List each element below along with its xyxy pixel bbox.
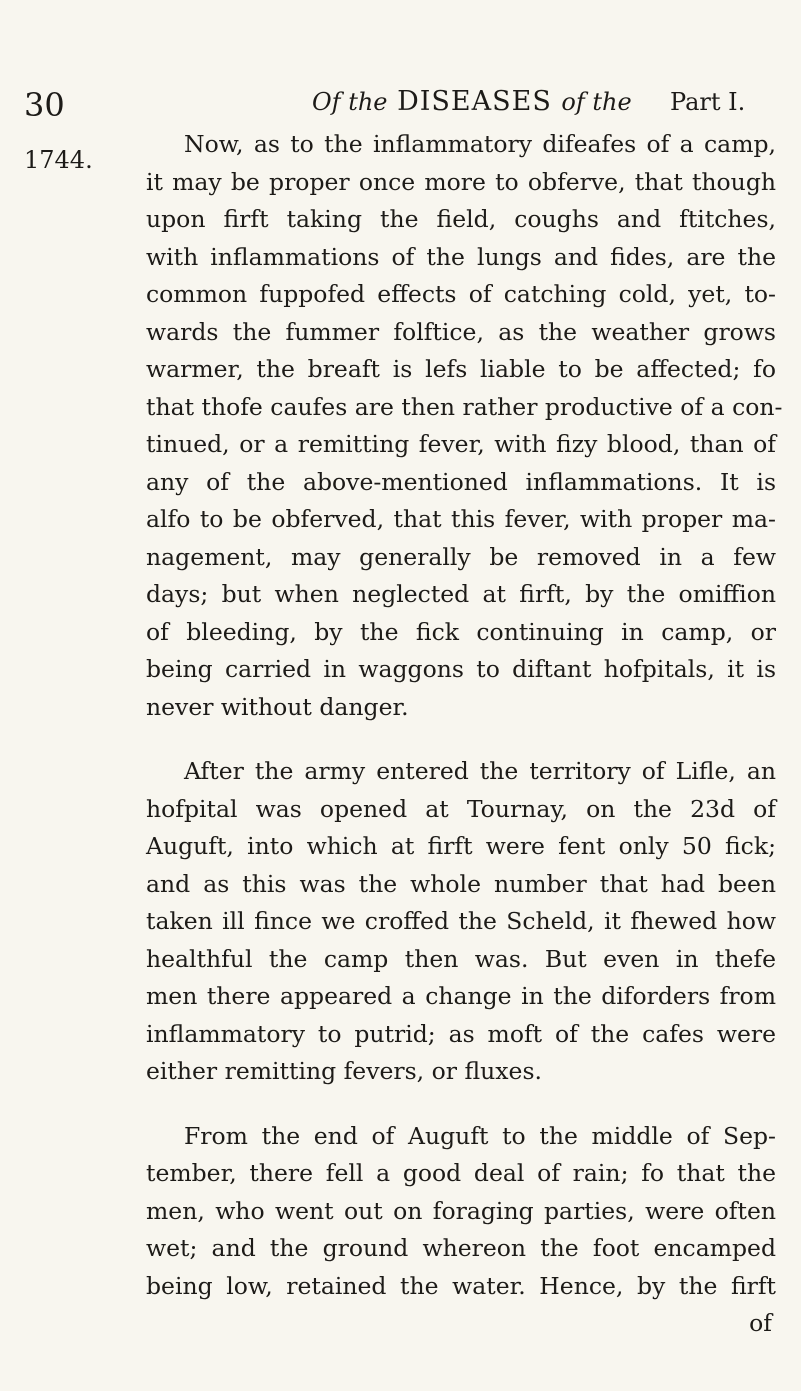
text-line: upon firft taking the field, coughs and ftitches, xyxy=(146,205,776,233)
part-label: Part I. xyxy=(670,88,746,116)
text-line: wards the fummer folftice, as the weather grows xyxy=(146,317,776,346)
text-line: tinued, or a remitting fever, with fizy blood, than of xyxy=(146,430,776,458)
text-line: tember, there fell a good deal of rain; fo that the xyxy=(146,1159,776,1187)
text-line: days; but when neglected at firft, by the omiffion xyxy=(146,580,776,608)
paragraph-2 xyxy=(146,753,776,1091)
text-line: nagement, may generally be removed in a few xyxy=(146,542,776,571)
text-line: After the army entered the territory of Lifle, an xyxy=(184,757,776,785)
text-line: inflammatory to putrid; as moft of the cafes were xyxy=(146,1019,776,1048)
title-suffix: of the xyxy=(561,88,632,116)
text-line: either remitting fevers, or fluxes. xyxy=(146,1057,542,1085)
paragraph-gap xyxy=(146,726,776,753)
running-title xyxy=(312,86,632,117)
text-line: common fuppofed effects of catching cold, yet, to- xyxy=(146,280,776,308)
body-text xyxy=(146,126,783,1343)
text-line: and as this was the whole number that had been xyxy=(146,869,776,898)
text-line: never without danger. xyxy=(146,692,409,721)
text-line: From the end of Auguft to the middle of Sep- xyxy=(184,1121,776,1150)
text-line: wet; and the ground whereon the foot encamped xyxy=(146,1234,776,1262)
text-line: alfo to be obferved, that this fever, with proper ma- xyxy=(146,505,776,533)
text-line: of bleeding, by the fick continuing in camp, or xyxy=(146,617,776,646)
text-line: taken ill fince we croffed the Scheld, it fhewed how xyxy=(146,907,776,935)
page-number: 30 xyxy=(24,86,65,124)
margin-year: 1744. xyxy=(24,146,93,174)
text-line: being low, retained the water. Hence, by the firft xyxy=(146,1271,776,1300)
paragraph-1 xyxy=(146,126,783,726)
text-line: being carried in waggons to diftant hofpitals, it is xyxy=(146,655,776,683)
text-line: men, who went out on foraging parties, were often xyxy=(146,1196,776,1225)
title-main: DISEASES xyxy=(397,86,552,117)
text-line: men there appeared a change in the diforders from xyxy=(146,982,776,1010)
text-line: that thofe caufes are then rather productive of a con- xyxy=(146,392,783,421)
text-line: healthful the camp then was. But even in thefe xyxy=(146,944,776,973)
text-line: warmer, the breaft is lefs liable to be affected; fo xyxy=(146,355,776,383)
text-line: Auguft, into which at firft were fent only 50 fick; xyxy=(146,832,776,860)
text-line: with inflammations of the lungs and fides, are the xyxy=(146,242,776,271)
text-line: hofpital was opened at Tournay, on the 23d of xyxy=(146,794,776,823)
paragraph-3 xyxy=(146,1118,776,1306)
paragraph-gap xyxy=(146,1091,776,1118)
text-line: any of the above-mentioned inflammations. It is xyxy=(146,467,776,496)
catchword: of xyxy=(749,1309,772,1337)
text-line: Now, as to the inflammatory difeafes of a camp, xyxy=(184,130,776,158)
title-prefix: Of the xyxy=(312,88,388,116)
text-line: it may be proper once more to obferve, that though xyxy=(146,167,776,196)
page-header xyxy=(0,86,801,126)
